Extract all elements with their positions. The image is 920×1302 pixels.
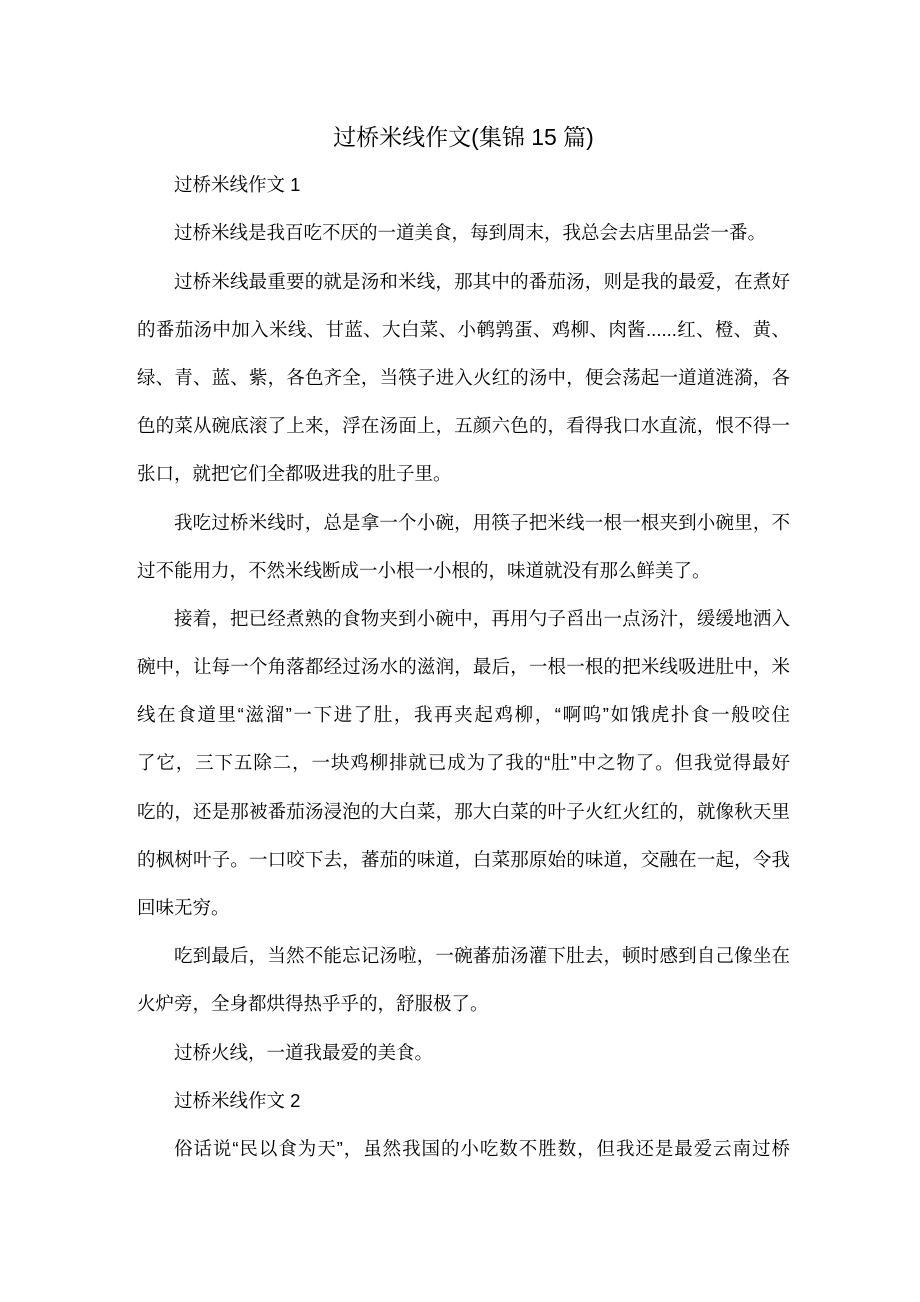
text-line: 火炉旁，全身都烘得热乎乎的，舒服极了。 (137, 993, 489, 1015)
text-line: 吃到最后，当然不能忘记汤啦，一碗蕃茄汤灌下肚去，顿时感到自己像坐在 (174, 945, 790, 967)
text-line: 色的菜从碗底滚了上来，浮在汤面上，五颜六色的，看得我口水直流，恨不得一 (137, 415, 790, 437)
text-line: 了它，三下五除二，一块鸡柳排就已成为了我的“肚”中之物了。但我觉得最好 (137, 752, 790, 774)
text-line: 的番茄汤中加入米线、甘蓝、大白菜、小鹌鹑蛋、鸡柳、肉酱......红、橙、黄、 (137, 318, 790, 340)
text-line: 接着，把已经煮熟的食物夹到小碗中，再用勺子舀出一点汤汁，缓缓地洒入 (174, 607, 790, 629)
text-line: 绿、青、蓝、紫，各色齐全，当筷子进入火红的汤中，便会荡起一道道涟漪，各 (137, 366, 790, 388)
text-line: 张口，就把它们全都吸进我的肚子里。 (137, 463, 452, 485)
text-line: 过桥米线最重要的就是汤和米线，那其中的番茄汤，则是我的最爱，在煮好 (174, 270, 790, 292)
text-line: 回味无穷。 (137, 897, 230, 918)
document-body (137, 113, 790, 1173)
text-line: 线在食道里“滋溜”一下进了肚，我再夹起鸡柳，“啊呜”如饿虎扑食一般咬住 (137, 704, 790, 726)
text-line: 过不能用力，不然米线断成一小根一小根的，味道就没有那么鲜美了。 (137, 559, 711, 581)
essay-1-heading: 过桥米线作文 1 (174, 174, 301, 196)
text-line: 过桥米线是我百吃不厌的一道美食，每到周末，我总会去店里品尝一番。 (174, 222, 767, 244)
text-line: 我吃过桥米线时，总是拿一个小碗，用筷子把米线一根一根夹到小碗里，不 (174, 511, 790, 533)
text-line: 吃的，还是那被番茄汤浸泡的大白菜，那大白菜的叶子火红火红的，就像秋天里 (137, 800, 790, 822)
text-line: 的枫树叶子。一口咬下去，蕃茄的味道，白菜那原始的味道，交融在一起，令我 (137, 848, 790, 870)
text-line: 碗中，让每一个角落都经过汤水的滋润，最后，一根一根的把米线吸进肚中，米 (137, 656, 790, 678)
document-title: 过桥米线作文(集锦 15 篇) (333, 124, 594, 150)
essay-2-heading: 过桥米线作文 2 (174, 1089, 301, 1111)
text-line: 过桥火线，一道我最爱的美食。 (174, 1041, 434, 1063)
text-line: 俗话说“民以食为天”，虽然我国的小吃数不胜数，但我还是最爱云南过桥 (174, 1137, 790, 1159)
